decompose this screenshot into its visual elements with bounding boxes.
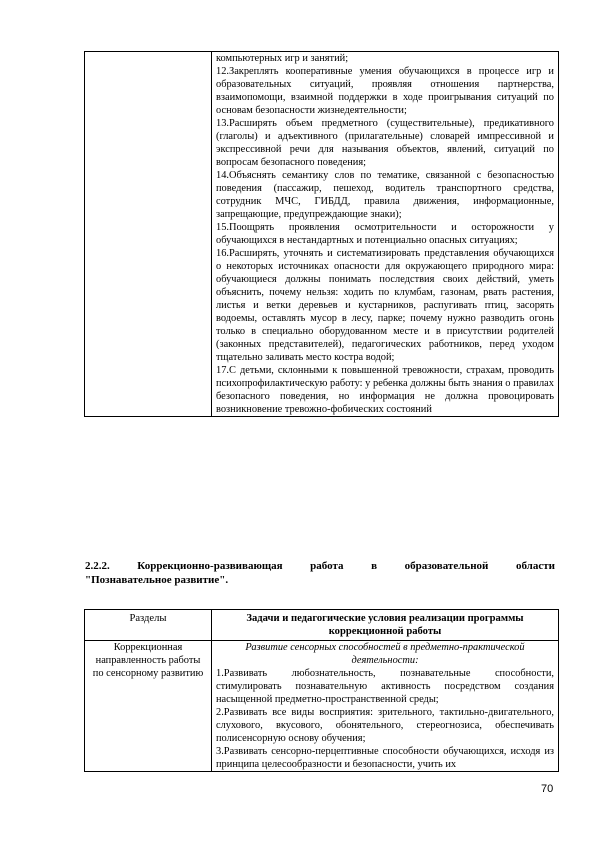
task-item-3: 3.Развивать сенсорно-перцептивные способности обучающихся, исходя из принципа целесообразности и безопасности, учить их — [216, 746, 554, 770]
page-number: 70 — [541, 783, 554, 795]
task-item-17: 17.С детьми, склонными к повышенной тревожности, страхам, проводить психопрофилактическую работу: у ребенка должны быть знания о правилах безопасного поведения, но информация не должна провоцировать возникновение тревожно-фобических состояний — [216, 365, 554, 415]
tasks-cell — [212, 52, 559, 417]
table-row — [85, 52, 559, 417]
subsection-title: Развитие сенсорных способностей в предметно-практической деятельности: — [245, 642, 525, 666]
task-item-15: 15.Поощрять проявления осмотрительности и осторожности у обучающихся в нестандартных и потенциально опасных ситуациях; — [216, 222, 554, 246]
heading-word: Коррекционно-развивающая — [137, 560, 283, 572]
heading-word: работа — [310, 560, 344, 572]
section-number: 2.2.2. — [85, 560, 110, 572]
task-item-14: 14.Объяснять семантику слов по тематике, связанной с безопасностью поведения (пассажир, пешеход, водитель транспортного средства, сотрудник МЧС, ГИБДД, правила движения, информационные, запрещающие, предупреждающие знаки); — [216, 170, 554, 220]
tasks-cell — [212, 641, 559, 772]
task-item-13: 13.Расширять объем предметного (существительные), предикативного (глаголы) и адъективного (прилагательные) словарей импрессивной и экспрессивной речи для называния объектов, явлений, ситуаций по вопросам безопасного поведения; — [216, 118, 554, 168]
task-item-1: 1.Развивать любознательность, познавательные способности, стимулировать познавательную активность посредством создания насыщенной предметно-пространственной среды; — [216, 668, 554, 705]
table-header-row — [85, 610, 559, 641]
empty-section-cell — [85, 52, 212, 417]
heading-line-2: "Познавательное развитие". — [85, 574, 229, 586]
task-item-16: 16.Расширять, уточнять и систематизировать представления обучающихся о некоторых источниках опасности для окружающего природного мира: обучающиеся должны понимать последствия своих действий, уметь объяснить, почему нельзя: ходить по клумбам, газонам, рвать растения, листья и ветки деревьев и кустарников, распугивать птиц, засорять водоемы, оставлять мусор в лесу, парке; почему нужно разводить огонь только в специально оборудованном месте и в присутствии родителей (законных представителей), педагогических работников, перед уходом тщательно заливать место костра водой; — [216, 248, 554, 363]
correction-work-table — [84, 609, 559, 772]
section-heading — [85, 559, 555, 587]
column-header-sections: Разделы — [85, 610, 212, 641]
section-name-cell: Коррекционная направленность работы по сенсорному развитию — [85, 641, 212, 772]
heading-word: образовательной — [404, 560, 489, 572]
table-row — [85, 641, 559, 772]
heading-word: области — [515, 560, 555, 572]
safety-tasks-table — [84, 51, 559, 417]
column-header-tasks: Задачи и педагогические условия реализации программы коррекционной работы — [212, 610, 559, 641]
task-item-2: 2.Развивать все виды восприятия: зрительного, тактильно-двигательного, слухового, вкусового, обонятельного, стереогнозиса, обеспечивать полисенсорную основу обучения; — [216, 707, 554, 744]
task-item-12: 12.Закреплять кооперативные умения обучающихся в процессе игр и образовательных ситуаций, проявляя отношения партнерства, взаимопомощи, взаимной поддержки в ходе проигрывания ситуаций по основам безопасности жизнедеятельности; — [216, 66, 554, 116]
heading-line-1 — [85, 559, 555, 573]
task-item-11-end: компьютерных игр и занятий; — [216, 53, 349, 64]
heading-word: в — [371, 560, 378, 572]
